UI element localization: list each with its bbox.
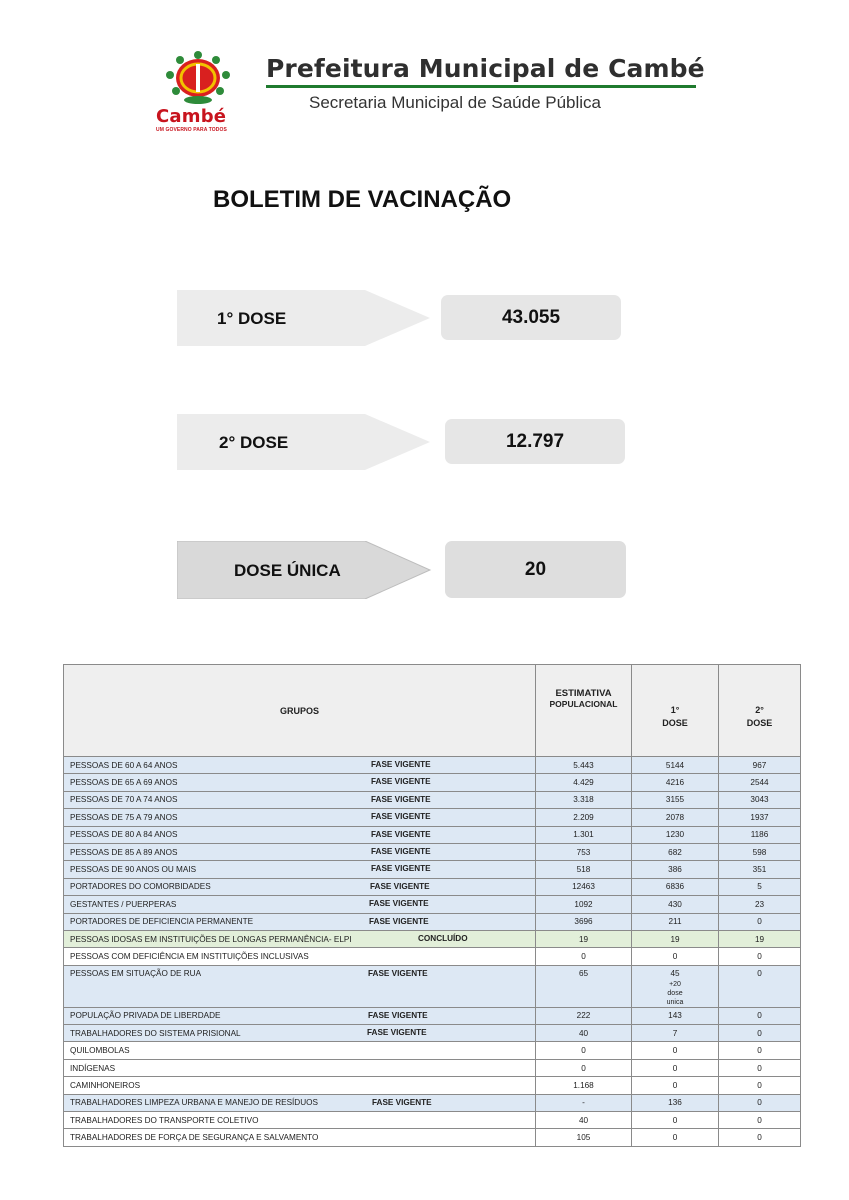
dose1-cell: 5144 [632, 757, 719, 774]
header-estimativa-line1: ESTIMATIVA [555, 688, 612, 699]
header-dose1 [632, 665, 719, 757]
group-name: PESSOAS DE 65 A 69 ANOS [70, 778, 178, 788]
dose1-label: 1° DOSE [217, 309, 287, 328]
group-name: TRABALHADORES DE FORÇA DE SEGURANÇA E SALVAMENTO [70, 1133, 319, 1143]
dose-unica-label-arrow [177, 541, 432, 599]
dose1-cell: 3155 [632, 791, 719, 808]
table-row [64, 809, 801, 826]
dose2-cell: 0 [719, 1042, 801, 1059]
header-dose2-line2: DOSE [746, 717, 773, 728]
header-estimativa-line2: POPULACIONAL [549, 699, 618, 709]
group-name: PORTADORES DE DEFICIENCIA PERMANENTE [70, 917, 254, 927]
table-row [64, 948, 801, 965]
dose2-value: 12.797 [445, 419, 625, 464]
header-grupos: GRUPOS [64, 665, 536, 757]
group-name: QUILOMBOLAS [70, 1046, 130, 1056]
estimativa-cell: 5.443 [536, 757, 632, 774]
group-name: TRABALHADORES DO SISTEMA PRISIONAL [70, 1028, 241, 1038]
cambe-logo [150, 48, 246, 138]
table-row [64, 826, 801, 843]
arrow-shape-icon [177, 290, 432, 346]
dose1-note-line: +20 [669, 980, 681, 988]
logo-slogan: UM GOVERNO PARA TODOS [156, 127, 227, 133]
dose2-cell: 351 [719, 861, 801, 878]
dose1-cell: 211 [632, 913, 719, 930]
status-badge: FASE VIGENTE [367, 1028, 427, 1038]
dose1-cell: 430 [632, 896, 719, 913]
group-name: PESSOAS DE 60 A 64 ANOS [70, 760, 178, 770]
dose1-cell: 386 [632, 861, 719, 878]
estimativa-cell: 0 [536, 1059, 632, 1076]
status-badge: FASE VIGENTE [368, 1010, 428, 1020]
status-badge: FASE VIGENTE [371, 760, 431, 769]
dose2-cell: 19 [719, 930, 801, 947]
dose2-cell: 0 [719, 1077, 801, 1094]
status-badge: FASE VIGENTE [371, 846, 431, 856]
dose2-label-arrow [177, 414, 432, 470]
dose2-cell: 1186 [719, 826, 801, 843]
table-row [64, 913, 801, 930]
arrow-shape-icon [177, 414, 432, 470]
estimativa-cell: 4.429 [536, 774, 632, 791]
status-badge: FASE VIGENTE [371, 829, 431, 839]
dose2-cell: 0 [719, 1007, 801, 1024]
dose1-cell: 7 [632, 1025, 719, 1042]
table-row [64, 1007, 801, 1024]
table-row [64, 843, 801, 860]
dose1-cell: 6836 [632, 878, 719, 895]
estimativa-cell: 1092 [536, 896, 632, 913]
table-row [64, 965, 801, 1007]
logo-emblem-icon [150, 48, 246, 108]
status-badge: FASE VIGENTE [369, 899, 429, 909]
dose1-cell: 0 [632, 1112, 719, 1129]
group-name: PESSOAS DE 80 A 84 ANOS [70, 830, 178, 840]
table-row [64, 791, 801, 808]
table-row [64, 1025, 801, 1042]
estimativa-cell: 2.209 [536, 809, 632, 826]
status-badge: FASE VIGENTE [369, 916, 429, 926]
dose2-cell: 0 [719, 1094, 801, 1111]
dose1-cell: 19 [632, 930, 719, 947]
group-name: PORTADORES DO COMORBIDADES [70, 882, 211, 892]
dose2-cell: 1937 [719, 809, 801, 826]
group-name: GESTANTES / PUERPERAS [70, 899, 177, 909]
dose2-cell: 3043 [719, 791, 801, 808]
status-badge: FASE VIGENTE [370, 881, 430, 891]
table-row [64, 1094, 801, 1111]
group-name: PESSOAS DE 90 ANOS OU MAIS [70, 865, 197, 875]
status-badge: CONCLUÍDO [418, 933, 468, 943]
dose1-cell: 0 [632, 1042, 719, 1059]
dose1-cell: 136 [632, 1094, 719, 1111]
header-dose1-line1: 1° [670, 704, 680, 715]
dose1-cell: 4216 [632, 774, 719, 791]
estimativa-cell: 40 [536, 1112, 632, 1129]
dose1-cell: 0 [632, 1129, 719, 1146]
dose1-value: 45 [670, 968, 680, 978]
estimativa-cell: 222 [536, 1007, 632, 1024]
dose1-cell: 0 [632, 1059, 719, 1076]
dose1-note-line: dose [667, 989, 683, 997]
table-row [64, 1059, 801, 1076]
group-name: POPULAÇÃO PRIVADA DE LIBERDADE [70, 1011, 221, 1021]
dose1-cell: 0 [632, 1077, 719, 1094]
dose2-cell: 2544 [719, 774, 801, 791]
header-subtitle: Secretaria Municipal de Saúde Pública [309, 93, 602, 112]
estimativa-cell: 1.301 [536, 826, 632, 843]
page-title: BOLETIM DE VACINAÇÃO [213, 186, 512, 213]
estimativa-cell: 1.168 [536, 1077, 632, 1094]
table-row [64, 1129, 801, 1146]
table-row [64, 878, 801, 895]
status-badge: FASE VIGENTE [371, 794, 431, 804]
table-row [64, 930, 801, 947]
estimativa-cell: 0 [536, 1042, 632, 1059]
dose2-cell: 0 [719, 965, 801, 1007]
header-dose2-line1: 2° [755, 704, 764, 715]
dose1-note-line: unica [666, 998, 684, 1006]
dose1-cell: 1230 [632, 826, 719, 843]
logo-text: Cambé [156, 106, 227, 127]
vaccination-table [63, 664, 801, 1147]
dose1-label-arrow [177, 290, 432, 346]
dose1-cell: 682 [632, 843, 719, 860]
dose2-cell: 0 [719, 1112, 801, 1129]
header-estimativa [536, 665, 632, 757]
dose2-cell: 0 [719, 1025, 801, 1042]
estimativa-cell: 65 [536, 965, 632, 1007]
table-row [64, 861, 801, 878]
estimativa-cell: 12463 [536, 878, 632, 895]
group-name: PESSOAS IDOSAS EM INSTITUIÇÕES DE LONGAS PERMANÊNCIA- ELPI [70, 934, 352, 944]
dose1-cell: 143 [632, 1007, 719, 1024]
dose1-cell: 2078 [632, 809, 719, 826]
estimativa-cell: 40 [536, 1025, 632, 1042]
header-title: Prefeitura Municipal de Cambé [266, 54, 705, 83]
group-name: TRABALHADORES LIMPEZA URBANA E MANEJO DE RESÍDUOS [70, 1098, 318, 1108]
group-name: PESSOAS COM DEFICIÊNCIA EM INSTITUIÇÕES INCLUSIVAS [70, 951, 309, 961]
dose2-cell: 0 [719, 1059, 801, 1076]
estimativa-cell: 3696 [536, 913, 632, 930]
group-name: TRABALHADORES DO TRANSPORTE COLETIVO [70, 1115, 259, 1125]
status-badge: FASE VIGENTE [372, 1097, 432, 1107]
dose2-cell: 0 [719, 913, 801, 930]
dose2-cell: 0 [719, 948, 801, 965]
dose-unica-value: 20 [445, 541, 626, 598]
status-badge: FASE VIGENTE [371, 812, 431, 822]
dose2-cell: 598 [719, 843, 801, 860]
table-row [64, 774, 801, 791]
header-dose1-line2: DOSE [662, 717, 688, 728]
estimativa-cell: 105 [536, 1129, 632, 1146]
dose2-cell: 5 [719, 878, 801, 895]
group-name: CAMINHONEIROS [70, 1080, 141, 1090]
estimativa-cell: 753 [536, 843, 632, 860]
table-row [64, 1077, 801, 1094]
dose2-cell: 0 [719, 1129, 801, 1146]
estimativa-cell: 3.318 [536, 791, 632, 808]
table-header-row [64, 665, 801, 757]
group-name: PESSOAS DE 70 A 74 ANOS [70, 795, 178, 805]
table-row [64, 1112, 801, 1129]
dose2-cell: 967 [719, 757, 801, 774]
estimativa-cell: 19 [536, 930, 632, 947]
dose1-cell: 0 [632, 948, 719, 965]
status-badge: FASE VIGENTE [368, 968, 428, 978]
dose1-value: 43.055 [441, 295, 621, 340]
group-name: PESSOAS DE 85 A 89 ANOS [70, 847, 178, 857]
table-row [64, 1042, 801, 1059]
status-badge: FASE VIGENTE [371, 864, 431, 874]
estimativa-cell: 0 [536, 948, 632, 965]
header-dose2 [719, 665, 801, 757]
status-badge: FASE VIGENTE [371, 777, 431, 787]
dose1-cell [632, 965, 719, 1007]
group-name: PESSOAS DE 75 A 79 ANOS [70, 812, 178, 822]
dose2-label: 2° DOSE [219, 433, 289, 452]
estimativa-cell: 518 [536, 861, 632, 878]
group-name: INDÍGENAS [70, 1063, 116, 1073]
table-row [64, 757, 801, 774]
dose-unica-label: DOSE ÚNICA [234, 561, 341, 580]
table-row [64, 896, 801, 913]
group-name: PESSOAS EM SITUAÇÃO DE RUA [70, 968, 202, 978]
header-divider [266, 85, 696, 88]
dose2-cell: 23 [719, 896, 801, 913]
estimativa-cell: - [536, 1094, 632, 1111]
